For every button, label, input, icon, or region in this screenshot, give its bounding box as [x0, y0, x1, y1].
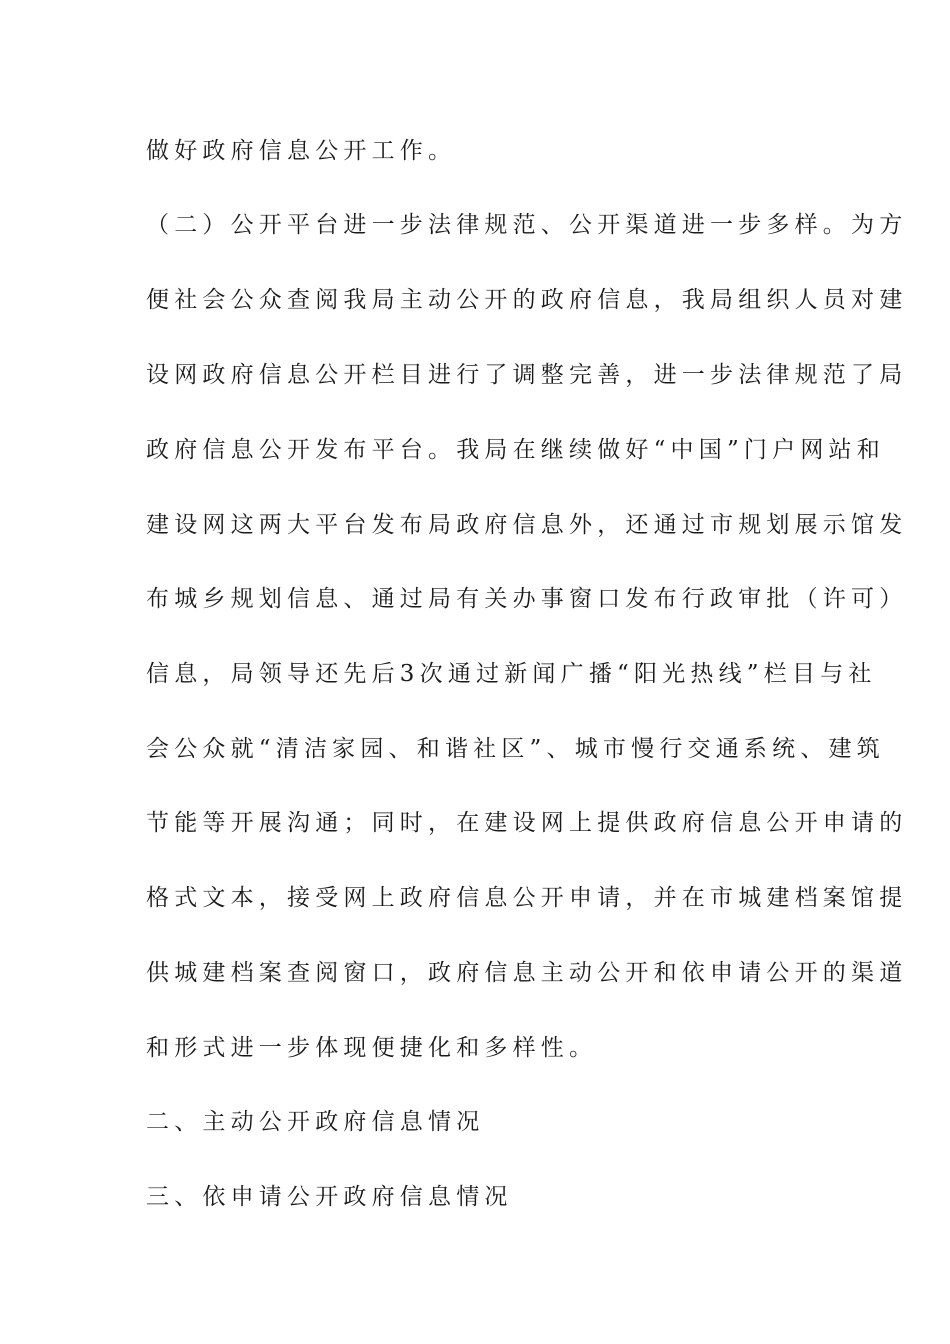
text-line-9: 会公众就“清洁家园、和谐社区”、城市慢行交通系统、建筑 [146, 736, 885, 762]
text-line-5: 政府信息公开发布平台。我局在继续做好“中国”门户网站和 [146, 437, 885, 463]
text-line-12: 供城建档案查阅窗口，政府信息主动公开和依申请公开的渠道 [146, 960, 908, 986]
text-line-6: 建设网这两大平台发布局政府信息外，还通过市规划展示馆发 [146, 512, 908, 538]
text-line-3: 便社会公众查阅我局主动公开的政府信息，我局组织人员对建 [146, 287, 908, 313]
section-heading-3: 三、依申请公开政府信息情况 [146, 1184, 513, 1210]
text-line-11: 格式文本，接受网上政府信息公开申请，并在市城建档案馆提 [146, 885, 908, 911]
text-line-13: 和形式进一步体现便捷化和多样性。 [146, 1035, 598, 1061]
section-heading-2: 二、主动公开政府信息情况 [146, 1109, 485, 1135]
text-line-1: 做好政府信息公开工作。 [146, 138, 457, 164]
text-line-2: （二）公开平台进一步法律规范、公开渠道进一步多样。为方 [146, 212, 908, 238]
text-line-8: 信息，局领导还先后3次通过新闻广播“阳光热线”栏目与社 [146, 661, 877, 687]
text-line-7: 布城乡规划信息、通过局有关办事窗口发布行政审批（许可） [146, 586, 908, 612]
text-line-4: 设网政府信息公开栏目进行了调整完善，进一步法律规范了局 [146, 362, 908, 388]
text-line-10: 节能等开展沟通；同时，在建设网上提供政府信息公开申请的 [146, 810, 908, 836]
